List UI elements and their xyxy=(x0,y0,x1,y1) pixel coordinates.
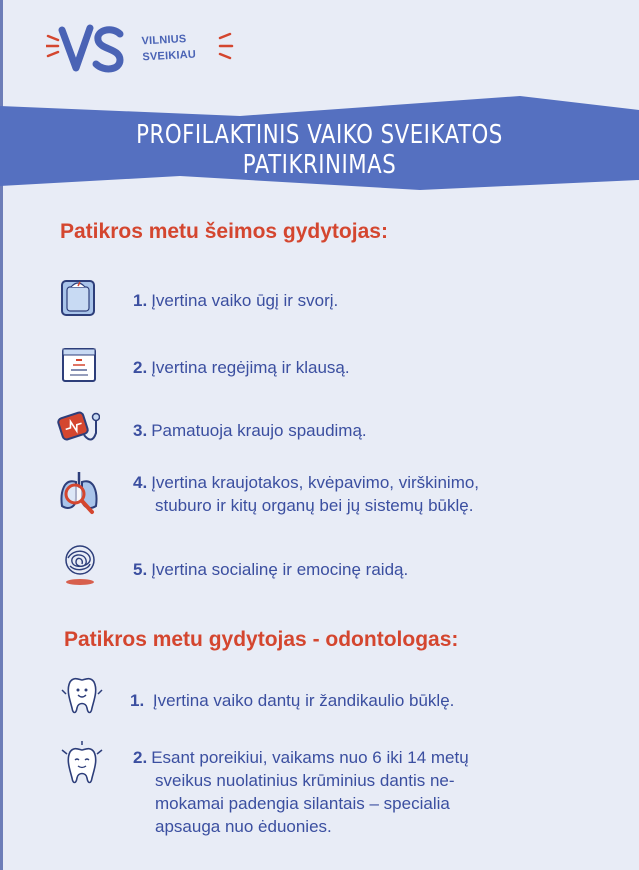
item-number: 4. xyxy=(133,473,148,492)
family-item-2 xyxy=(133,356,350,379)
dentist-item-2 xyxy=(133,746,469,838)
scale-icon xyxy=(58,277,98,319)
family-item-1 xyxy=(133,289,338,312)
item-number: 2. xyxy=(133,748,148,767)
item-text-line1: Įvertina kraujotakos, kvėpavimo, virškinimo, xyxy=(151,473,480,492)
item-text-line3: mokamai padengia silantais – specialia xyxy=(155,794,450,813)
item-number: 3. xyxy=(133,421,148,440)
scribble-head-icon xyxy=(60,542,100,586)
item-text-line4: apsauga nuo ėduonies. xyxy=(155,817,332,836)
item-number: 5. xyxy=(133,560,148,579)
item-text-line2: stuburo ir kitų organų bei jų sistemų būklę. xyxy=(155,496,474,515)
blood-pressure-icon xyxy=(56,407,100,447)
dentist-item-1 xyxy=(130,689,454,712)
item-text: Įvertina regėjimą ir klausą. xyxy=(151,358,350,377)
family-doctor-heading: Patikros metu šeimos gydytojas: xyxy=(60,220,388,243)
item-text: Pamatuoja kraujo spaudimą. xyxy=(151,421,367,440)
logo xyxy=(46,22,246,82)
logo-line2: SVEIKIAU xyxy=(142,48,197,64)
family-item-4 xyxy=(133,471,479,517)
item-text-line2: sveikus nuolatinius krūminius dantis ne- xyxy=(155,771,455,790)
item-text: Įvertina vaiko ūgį ir svorį. xyxy=(151,291,339,310)
lungs-magnifier-icon xyxy=(56,468,102,516)
family-item-3 xyxy=(133,419,367,442)
dentist-heading: Patikros metu gydytojas - odontologas: xyxy=(64,628,459,651)
banner-title: PROFILAKTINIS VAIKO SVEIKATOS PATIKRINIMAS xyxy=(136,120,503,180)
logo-wordmark xyxy=(141,31,196,66)
family-item-5 xyxy=(133,558,408,581)
sparkling-tooth-icon xyxy=(58,740,106,788)
item-number: 1. xyxy=(133,291,148,310)
item-number: 2. xyxy=(133,358,148,377)
item-text: Įvertina socialinę ir emocinę raidą. xyxy=(151,560,409,579)
happy-tooth-icon xyxy=(58,672,106,720)
item-text: Įvertina vaiko dantų ir žandikaulio būklę. xyxy=(152,691,455,710)
logo-line1: VILNIUS xyxy=(141,33,187,48)
eye-chart-icon xyxy=(60,346,98,384)
item-number: 1. xyxy=(130,691,145,710)
item-text-line1: Esant poreikiui, vaikams nuo 6 iki 14 metų xyxy=(151,748,469,767)
